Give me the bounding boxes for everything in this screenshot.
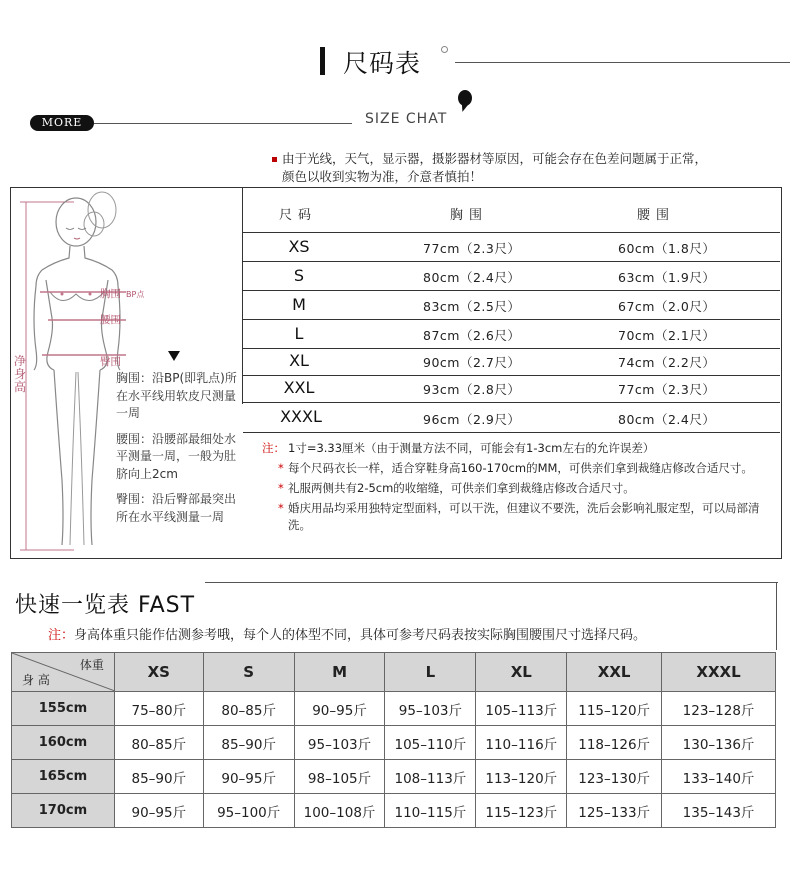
weight-cell: 115–123斤 [476, 794, 567, 828]
weight-cell: 98–105斤 [294, 760, 385, 794]
title-rule [455, 62, 790, 63]
size-header: L [385, 653, 476, 692]
table-row [12, 726, 776, 760]
weight-cell: 80–85斤 [114, 726, 203, 760]
waist-cell: 70cm（2.1尺） [618, 328, 716, 343]
waist-cell: 60cm（1.8尺） [618, 241, 716, 256]
note-label: 注： [262, 441, 285, 455]
size-header: XS [114, 653, 203, 692]
table-row [243, 347, 780, 376]
height-label: 净身高 [14, 354, 27, 394]
header-chest: 胸围 [450, 208, 489, 223]
size-header: S [203, 653, 294, 692]
chest-cell: 90cm（2.7尺） [423, 355, 521, 370]
weight-cell: 110–116斤 [476, 726, 567, 760]
weight-cell: 130–136斤 [662, 726, 776, 760]
weight-cell: 108–113斤 [385, 760, 476, 794]
weight-cell: 105–110斤 [385, 726, 476, 760]
size-table-header [243, 187, 780, 233]
hip-label: 臀围 [100, 356, 121, 368]
note-item: * 每个尺码衣长一样，适合穿鞋身高160-170cm的MM，可供亲们拿到裁缝店修改合适尺寸。 [278, 461, 753, 475]
weight-cell: 95–103斤 [385, 692, 476, 726]
hip-description: 臀围：沿后臀部最突出所在水平线测量一周 [116, 492, 237, 524]
weight-cell: 113–120斤 [476, 760, 567, 794]
size-cell: XXL [283, 378, 315, 397]
height-cell: 155cm [12, 692, 115, 726]
quick-table-note: 注：身高体重只能作估测参考哦，每个人的体型不同，具体可参考尺码表按实际胸围腰围尺寸选择尺码。 [48, 628, 647, 643]
note-item: * 婚庆用品均采用独特定型面料，可以干洗，但建议不要洗，洗后会影响礼服定型，可以局部清洗。 [278, 501, 760, 532]
table-row [12, 760, 776, 794]
height-cell: 160cm [12, 726, 115, 760]
weight-cell: 115–120斤 [567, 692, 662, 726]
header-size: 尺码 [279, 208, 318, 223]
weight-cell: 133–140斤 [662, 760, 776, 794]
quick-note-label: 注： [48, 628, 75, 643]
chest-cell: 87cm（2.6尺） [423, 328, 521, 343]
size-cell: XS [288, 237, 310, 256]
size-header: M [294, 653, 385, 692]
weight-cell: 90–95斤 [294, 692, 385, 726]
waist-cell: 67cm（2.0尺） [618, 299, 716, 314]
size-cell: S [293, 266, 305, 285]
weight-cell: 110–115斤 [385, 794, 476, 828]
corner-cell [12, 653, 115, 692]
size-cell: L [294, 324, 304, 343]
size-header: XXL [567, 653, 662, 692]
waist-cell: 77cm（2.3尺） [618, 382, 716, 397]
quick-size-table [11, 652, 776, 828]
bullet-square-icon [272, 157, 277, 162]
chest-cell: 80cm（2.4尺） [423, 270, 521, 285]
chest-label: 胸围 [100, 288, 121, 300]
height-cell: 165cm [12, 760, 115, 794]
quick-table-title: 快速一览表 FAST [15, 593, 196, 618]
waist-cell: 74cm（2.2尺） [618, 355, 716, 370]
height-cell: 170cm [12, 794, 115, 828]
more-badge: MORE [30, 115, 94, 131]
weight-cell: 123–130斤 [567, 760, 662, 794]
chest-cell: 93cm（2.8尺） [423, 382, 521, 397]
table-row [12, 794, 776, 828]
notes-list [262, 440, 767, 537]
chest-description: 胸围：沿BP(即乳点)所在水平线用软皮尺测量一周 [116, 371, 237, 420]
weight-cell: 95–100斤 [203, 794, 294, 828]
arrow-down-icon [168, 351, 180, 361]
weight-cell: 100–108斤 [294, 794, 385, 828]
height-axis-label: 身 高 [22, 673, 50, 687]
chest-cell: 96cm（2.9尺） [423, 412, 521, 427]
weight-cell: 90–95斤 [114, 794, 203, 828]
table-row [243, 374, 780, 403]
weight-cell: 80–85斤 [203, 692, 294, 726]
bp-label: BP点 [126, 290, 145, 299]
weight-cell: 105–113斤 [476, 692, 567, 726]
table-row [243, 262, 780, 291]
table-row [243, 320, 780, 349]
circle-icon [441, 46, 448, 53]
weight-cell: 118–126斤 [567, 726, 662, 760]
chest-cell: 83cm（2.5尺） [423, 299, 521, 314]
size-cell: XXXL [280, 407, 322, 426]
more-rule [94, 123, 352, 124]
table-row [243, 233, 780, 262]
table-row [243, 403, 780, 433]
waist-cell: 80cm（2.4尺） [618, 412, 716, 427]
speech-bubble-tail [459, 102, 469, 113]
weight-cell: 90–95斤 [203, 760, 294, 794]
weight-cell: 95–103斤 [294, 726, 385, 760]
title-bar-decoration [320, 47, 325, 75]
size-cell: M [292, 295, 306, 314]
weight-cell: 75–80斤 [114, 692, 203, 726]
measurement-descriptions [116, 370, 240, 534]
weight-cell: 85–90斤 [203, 726, 294, 760]
fast-rule [205, 582, 778, 583]
waist-description: 腰围：沿腰部最细处水平测量一周，一般为肚脐向上2cm [116, 431, 237, 481]
weight-cell: 135–143斤 [662, 794, 776, 828]
weight-cell: 125–133斤 [567, 794, 662, 828]
weight-cell: 85–90斤 [114, 760, 203, 794]
waist-cell: 63cm（1.9尺） [618, 270, 716, 285]
note-item: * 礼服两侧共有2-5cm的收缩缝，可供亲们拿到裁缝店修改合适尺寸。 [278, 481, 635, 495]
asterisk-icon: * [278, 501, 284, 515]
subtitle: SIZE CHAT [365, 111, 448, 127]
table-row [12, 692, 776, 726]
fast-side-rule [776, 582, 777, 650]
weight-axis-label: 体重 [79, 658, 104, 672]
size-header: XL [476, 653, 567, 692]
table-row [243, 291, 780, 320]
asterisk-icon: * [278, 481, 284, 495]
header-waist: 腰围 [637, 208, 676, 223]
weight-cell: 123–128斤 [662, 692, 776, 726]
page-title: 尺码表 [343, 49, 422, 78]
quick-table-header-row [12, 653, 776, 692]
chest-cell: 77cm（2.3尺） [423, 241, 521, 256]
size-header: XXXL [662, 653, 776, 692]
note-item: 注： 1寸=3.33厘米（由于测量方法不同，可能会有1-3cm左右的允许误差） [262, 441, 655, 455]
color-disclaimer: 由于光线，天气，显示器，摄影器材等原因，可能会存在色差问题属于正常， 颜色以收到实物为准，介意者慎拍！ [272, 150, 787, 186]
waist-label: 腰围 [100, 314, 121, 326]
size-cell: XL [289, 351, 309, 370]
asterisk-icon: * [278, 461, 284, 475]
